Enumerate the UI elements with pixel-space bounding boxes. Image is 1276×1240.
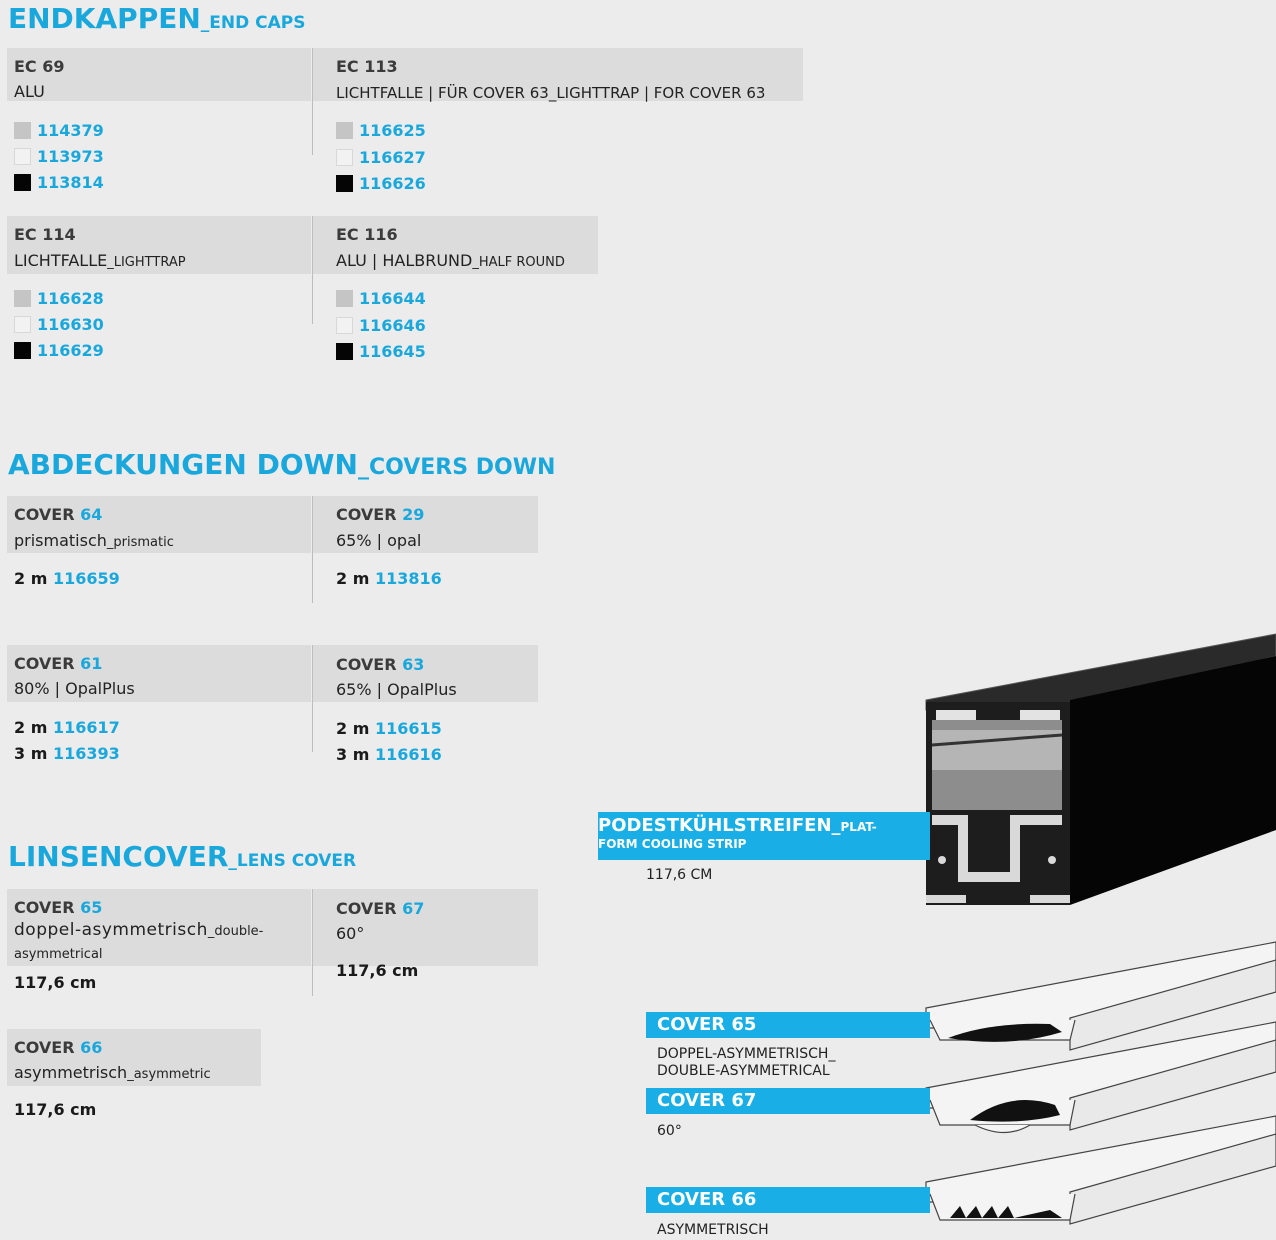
cover65-desc: doppel-asymmetrisch_double- xyxy=(14,920,264,940)
cover63-code: COVER 63 xyxy=(336,655,425,674)
part-number: 116645 xyxy=(336,342,426,361)
part-number: 113973 xyxy=(14,147,104,166)
title-sub: _END CAPS xyxy=(200,13,306,33)
ec114-code: EC 114 xyxy=(14,225,76,244)
swatch-white xyxy=(336,149,353,166)
section-title-lens-cover: LINSENCOVER_LENS COVER xyxy=(8,840,357,873)
cover61-code: COVER 61 xyxy=(14,654,103,673)
platform-profile xyxy=(926,634,1276,905)
cover64-code: COVER 64 xyxy=(14,505,103,524)
section-title-covers-down: ABDECKUNGEN DOWN_COVERS DOWN xyxy=(8,448,556,481)
ec69-code: EC 69 xyxy=(14,57,65,76)
ec116-desc: ALU | HALBRUND_HALF ROUND xyxy=(336,251,565,270)
cover65-label-bar: COVER 65 xyxy=(646,1012,930,1038)
section-title-end-caps xyxy=(8,2,306,35)
part-number: 116626 xyxy=(336,174,426,193)
cover61-desc: 80% | OpalPlus xyxy=(14,679,135,698)
part-number: 116628 xyxy=(14,289,104,308)
part-number: 116646 xyxy=(336,316,426,335)
cover66-desc: asymmetrisch_asymmetric xyxy=(14,1063,211,1082)
part-number: 116625 xyxy=(336,121,426,140)
ec114-desc: LICHTFALLE_LIGHTTRAP xyxy=(14,251,186,270)
cover65-desc-cont: asymmetrical xyxy=(14,947,103,962)
part-number: 114379 xyxy=(14,121,104,140)
length-row: 2 m 113816 xyxy=(336,569,442,588)
cover67-label-bar: COVER 67 xyxy=(646,1088,930,1114)
cover29-code: COVER 29 xyxy=(336,505,425,524)
length-row: 117,6 cm xyxy=(336,961,419,980)
ec69-desc: ALU xyxy=(14,82,45,101)
title-main: ENDKAPPEN xyxy=(8,2,201,35)
part-number: 113814 xyxy=(14,173,104,192)
part-number: 116627 xyxy=(336,148,426,167)
swatch-alu xyxy=(336,290,353,307)
platform-length: 117,6 CM xyxy=(646,867,713,883)
swatch-black xyxy=(336,343,353,360)
swatch-alu xyxy=(14,122,31,139)
cover66-code: COVER 66 xyxy=(14,1038,103,1057)
length-row: 2 m 116659 xyxy=(14,569,120,588)
cover64-desc: prismatisch_prismatic xyxy=(14,531,174,550)
swatch-alu xyxy=(336,122,353,139)
cover67-code: COVER 67 xyxy=(336,899,425,918)
length-row: 3 m 116393 xyxy=(14,744,120,763)
swatch-black xyxy=(14,174,31,191)
cover67-desc: 60° xyxy=(336,924,365,943)
cover67-label-desc: 60° xyxy=(657,1123,682,1139)
swatch-white xyxy=(14,316,31,333)
part-number: 116644 xyxy=(336,289,426,308)
part-number: 116630 xyxy=(14,315,104,334)
length-row: 117,6 cm xyxy=(14,973,97,992)
ec116-code: EC 116 xyxy=(336,225,398,244)
swatch-black xyxy=(336,175,353,192)
swatch-alu xyxy=(14,290,31,307)
platform-label-bar: PODESTKÜHLSTREIFEN_PLAT- FORM COOLING STRIP xyxy=(598,812,930,860)
cover65-code: COVER 65 xyxy=(14,898,103,917)
cover66-label-bar: COVER 66 xyxy=(646,1187,930,1213)
cover65-label-desc: DOPPEL-ASYMMETRISCH_ xyxy=(657,1046,836,1062)
length-row: 2 m 116617 xyxy=(14,718,120,737)
swatch-black xyxy=(14,342,31,359)
cover63-desc: 65% | OpalPlus xyxy=(336,680,457,699)
cover66-profile xyxy=(926,1116,1276,1224)
length-row: 2 m 116615 xyxy=(336,719,442,738)
ec113-code: EC 113 xyxy=(336,57,398,76)
ec113-desc: LICHTFALLE | FÜR COVER 63_LIGHTTRAP | FOR COVER 63 xyxy=(336,84,766,102)
swatch-white xyxy=(336,317,353,334)
swatch-white xyxy=(14,148,31,165)
part-number: 116629 xyxy=(14,341,104,360)
cover65-label-desc2: DOUBLE-ASYMMETRICAL xyxy=(657,1063,830,1079)
cover29-desc: 65% | opal xyxy=(336,531,422,550)
length-row: 117,6 cm xyxy=(14,1100,97,1119)
length-row: 3 m 116616 xyxy=(336,745,442,764)
product-illustration xyxy=(880,620,1276,1240)
cover66-label-desc: ASYMMETRISCH xyxy=(657,1222,769,1238)
